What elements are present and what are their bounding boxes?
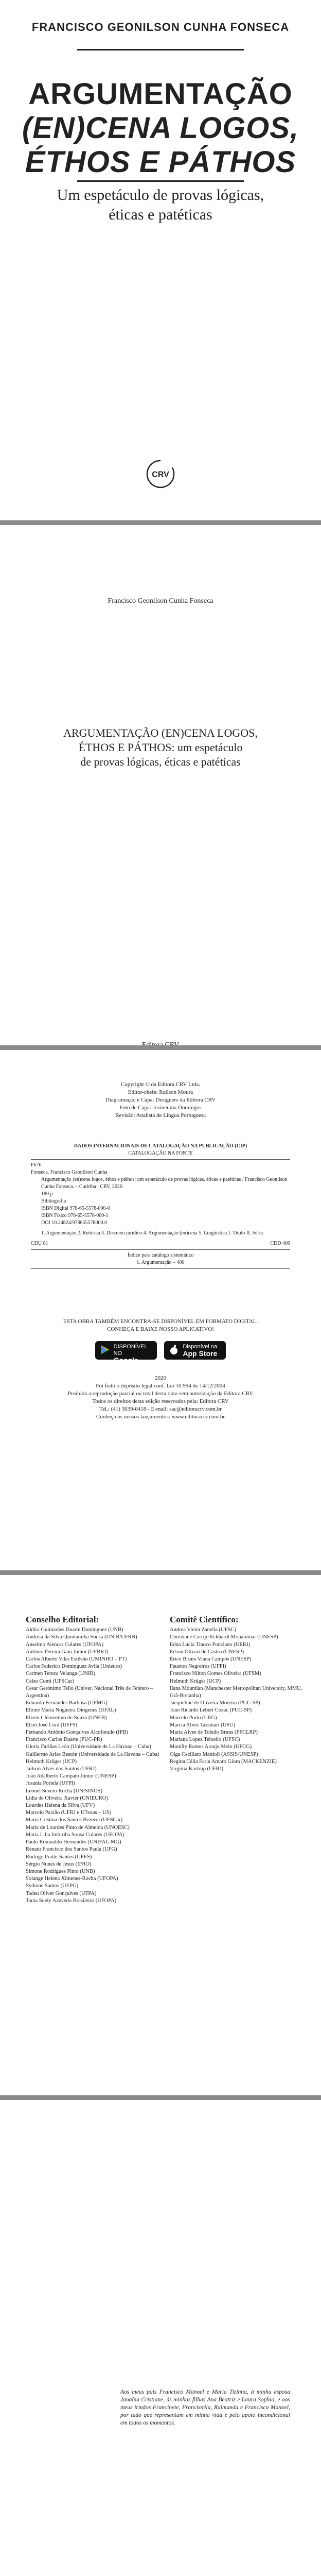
digital-availability-note: ESTA OBRA TAMBÉM ENCONTRA-SE DISPONÍVEL EM FORMATO DIGITAL. <box>63 1318 258 1325</box>
catalog-doi: DOI 10.24824/978655578000.0 <box>41 1220 108 1226</box>
credits-page <box>0 1050 321 1570</box>
page-separator <box>0 1570 321 1575</box>
editorial-member: Fernando Antônio Gonçalves Alcoforado (IPB) <box>26 1730 128 1736</box>
legal-contact: Tel.: (41) 3039-6418 - E-mail: sac@editoracrv.com.br <box>99 1406 222 1412</box>
catalog-index-item: 1. Argumentação – 400 <box>136 1260 185 1265</box>
catalog-title-entry: Argumentação (en)cena logos, éthos e páthos: um espetáculo de provas lógicas, éticas e patéticas / Francisco Geonilson Cunha Fonseca. – Curitiba : CRV, 2020. <box>41 1177 288 1190</box>
catalog-subjects: 1. Argumentação 2. Retórica 3. Discurso jurídico 4. Argumentação (en)cena 5. Lingüística I. Título II. Série. <box>41 1230 264 1236</box>
scientific-member: Andrea Vieira Zanella (UFSC) <box>170 1627 236 1633</box>
scientific-member: Mariana Lopez Teixeira (UFSC) <box>170 1737 240 1743</box>
store-buttons <box>0 1341 321 1371</box>
cover-subtitle-line-1: Um espetáculo de provas lógicas, <box>57 187 264 204</box>
scientific-member: Helmuth Krüger (UCP) <box>170 1678 221 1684</box>
scientific-member: Christiane Carrijo Eckhardt Mouammar (UNESP) <box>170 1634 278 1640</box>
editorial-member: Josania Portela (UFPI) <box>26 1781 75 1787</box>
legal-reproduction: Proibida a reprodução parcial ou total desta obra sem autorização da Editora CRV <box>67 1391 254 1397</box>
editorial-member: Cesar Gerónimo Tello (Univer. Nacional Três de Febrero – Argentina) <box>26 1685 153 1699</box>
legal-block <box>0 1375 321 1421</box>
editorial-member: Maria Lília Imbiriba Sousa Colares (UFOPA) <box>26 1832 124 1838</box>
title-page-title-line-2: ÉTHOS E PÁTHOS: um espetáculo <box>78 741 243 754</box>
dedication-text: Aos meus pais Francisco Manoel e Maria Tizinha, à minha esposa Janaína Cristiane, às minhas filhas Ana Beatriz e Laura Sophia, e aos meus irmãos Francinete, Francisnéia, Raimunda e Francisco Manoel, por tudo que representam em minha vida e pelo apoio incondicional em todos os momentos. <box>120 2389 290 2426</box>
scientific-committee-list <box>170 1626 309 1773</box>
cover-title-line-3: ÉTHOS E PÁTHOS <box>25 145 296 179</box>
editorial-member: Maria Cristina dos Santos Bezerra (UFSCar) <box>26 1817 123 1823</box>
cover-rule-top <box>77 49 244 50</box>
copyright-line: Copyright © da Editora CRV Ltda. <box>121 1081 200 1088</box>
editorial-member: Carlos Federico Dominguez Avila (Unieuro) <box>26 1664 122 1670</box>
editorial-member: João Adalberto Campato Junior (UNESP) <box>26 1773 116 1780</box>
editorial-member: Lídia de Oliveira Xavier (UNIEURO) <box>26 1795 108 1801</box>
editorial-member: Rodrigo Pratte-Santos (UFES) <box>26 1854 92 1860</box>
scientific-member: Virgínia Kastrup (UFRJ) <box>170 1766 224 1772</box>
title-page-title <box>0 726 321 769</box>
title-page-author: Francisco Geonilson Cunha Fonseca <box>108 597 213 605</box>
title-page-title-line-3: de provas lógicas, éticas e patéticas <box>80 755 241 768</box>
catalog-author: Fonseca, Francisco Geonilson Cunha <box>31 1170 108 1175</box>
scientific-member: Ilana Mountian (Manchester Metropolitan University, MMU, Grã-Bretanha) <box>170 1685 302 1699</box>
cover-title <box>0 77 321 179</box>
google-play-icon <box>99 1344 111 1355</box>
editorial-member: Simone Rodrigues Pinto (UNB) <box>26 1868 95 1874</box>
scientific-member: Maria Alves de Toledo Bruns (FFCLRP) <box>170 1730 258 1736</box>
catalog-title: DADOS INTERNACIONAIS DE CATALOGAÇÃO NA PUBLICAÇÃO (CIP) <box>74 1143 247 1149</box>
catalog-bibliography: Bibliografia <box>41 1198 66 1204</box>
catalog-cdu: CDU 81 <box>31 1241 48 1246</box>
app-store-small-label: Disponível na <box>183 1344 218 1350</box>
digital-note <box>0 1318 321 1333</box>
editorial-member: Tadeu Oliver Gonçalves (UFPA) <box>26 1890 97 1896</box>
scientific-member: Edson Olivari de Castro (UNESP) <box>170 1649 244 1655</box>
editorial-council-list <box>26 1626 165 1905</box>
scientific-member: Monilly Ramos Araujo Melo (UFCG) <box>170 1744 252 1750</box>
app-store-button[interactable] <box>164 1341 226 1360</box>
editorial-member: Jailson Alves dos Santos (UFRJ) <box>26 1766 97 1772</box>
page-separator <box>0 520 321 525</box>
editorial-member: Carlos Alberto Vilar Estêvão (UMINHO – PT) <box>26 1656 127 1663</box>
editorial-member: Maria de Lourdes Pinto de Almeida (UNOESC) <box>26 1824 130 1831</box>
editorial-member: Andréia da Silva Quintanilha Sousa (UNIR/UFRN) <box>26 1634 137 1640</box>
editorial-member: Helmuth Krüger (UCP) <box>26 1758 77 1765</box>
title-page-title-line-1: ARGUMENTAÇÃO (EN)CENA LOGOS, <box>63 726 258 739</box>
credits-block <box>0 1081 321 1120</box>
cover-subtitle-line-2: éticas e patéticas <box>109 206 212 223</box>
editorial-member: Guillermo Arias Beatón (Universidade de La Havana – Cuba) <box>26 1751 159 1757</box>
catalog-record <box>31 1143 290 1271</box>
editorial-member: Carmen Tereza Velanga (UNIR) <box>26 1671 96 1677</box>
legal-deposit: Foi feito o depósito legal conf. Lei 10.994 de 14/12/2004 <box>96 1383 225 1389</box>
catalog-isbn-print: ISBN Físico 978-65-5578-000-1 <box>41 1213 109 1218</box>
editorial-member: Elione Maria Nogueira Diogenes (UFAL) <box>26 1707 116 1714</box>
council-page <box>0 1575 321 2095</box>
editorial-member: Tania Suely Azevedo Brasileiro (UFOPA) <box>26 1897 117 1904</box>
catalog-rule <box>31 1249 290 1250</box>
publisher-logo-text: CRV <box>152 470 169 479</box>
editorial-member: Leonel Severo Rocha (UNISINOS) <box>26 1788 103 1794</box>
app-download-note: CONHEÇA E BAIXE NOSSO APLICATIVO! <box>107 1326 214 1332</box>
editorial-member: Elizeu Clementino de Souza (UNEB) <box>26 1715 107 1721</box>
editorial-member: Celso Conti (UFSCar) <box>26 1678 74 1684</box>
legal-year: 2020 <box>155 1375 166 1381</box>
catalog-cutter: F676 <box>31 1162 42 1168</box>
scientific-member: Érico Bruno Viana Campos (UNESP) <box>170 1656 252 1663</box>
cover-photo-line: Foto de Capa: Josineuma Domingos <box>119 1105 202 1111</box>
catalog-index-title: Índice para catálogo sistemático <box>127 1252 194 1258</box>
catalog-isbn-digital: ISBN Digital 978-65-5578-000-0 <box>41 1206 110 1211</box>
editorial-member: Aldira Guimarães Duarte Domínguez (UNB) <box>26 1627 123 1633</box>
google-play-small-label: DISPONÍVEL NO <box>113 1344 148 1357</box>
legal-website: Conheça os nossos lançamentos: www.editoracrv.com.br <box>96 1414 225 1420</box>
editorial-member: Sérgio Nunes de Jesus (IFRO) <box>26 1861 92 1867</box>
cover-author: FRANCISCO GEONILSON CUNHA FONSECA <box>31 21 290 33</box>
cover-title-line-1: ARGUMENTAÇÃO <box>28 77 293 111</box>
google-play-label: Google Play <box>113 1356 138 1371</box>
review-line: Revisão: Analista de Língua Portuguesa <box>115 1112 206 1118</box>
editorial-member: Élsio José Corá (UFFS) <box>26 1722 78 1728</box>
editor-line: Editor-chefe: Railson Moura <box>128 1089 193 1095</box>
cover-subtitle <box>0 185 321 225</box>
legal-rights: Todos os direitos desta edição reservados pela: Editora CRV <box>92 1398 229 1404</box>
google-play-button[interactable] <box>95 1341 157 1371</box>
dedication-page <box>0 2100 321 2576</box>
editorial-member: Paulo Romualdo Hernandes (UNIFAL-MG) <box>26 1839 121 1845</box>
editorial-member: Sydione Santos (UEPG) <box>26 1883 79 1889</box>
editorial-member: Eduardo Fernandes Barbosa (UFMG) <box>26 1700 108 1706</box>
app-store-label: App Store <box>183 1349 218 1358</box>
scientific-member: Fauston Negreiros (UFPI) <box>170 1664 226 1670</box>
editorial-member: Anselmo Alencar Colares (UFOPA) <box>26 1641 103 1648</box>
catalog-rule <box>31 1159 290 1160</box>
scientific-member: Regina Célia Faria Amaro Giora (MACKENZIE) <box>170 1758 277 1765</box>
editorial-member: Antônio Pereira Gaio Júnior (UFRRJ) <box>26 1649 108 1655</box>
scientific-member: Marcia Alves Tassinari (USU) <box>170 1722 236 1728</box>
scientific-committee-title: Comitê Científico: <box>170 1615 239 1624</box>
catalog-subtitle: CATALOGAÇÃO NA FONTE <box>128 1150 193 1156</box>
scientific-member: Jacqueline de Oliveira Moreira (PUC-SP) <box>170 1700 260 1706</box>
editorial-council-title: Conselho Editorial: <box>26 1615 99 1624</box>
editorial-member: Gloria Fariñas León (Universidade de La Havana – Cuba) <box>26 1744 151 1750</box>
catalog-classification <box>31 1240 290 1247</box>
catalog-pages: 180 p. <box>41 1191 54 1197</box>
cover-page <box>0 0 321 520</box>
catalog-rule <box>31 1268 290 1269</box>
scientific-member: Edna Lúcia Tinoco Ponciano (UERJ) <box>170 1641 251 1648</box>
editorial-council <box>26 1616 165 1905</box>
catalog-cdd: CDD 400 <box>270 1241 290 1246</box>
cover-rule-bottom <box>77 180 244 182</box>
design-line: Diagramação e Capa: Designers da Editora CRV <box>105 1097 216 1103</box>
editorial-member: Solange Helena Ximenes-Rocha (UFOPA) <box>26 1876 118 1882</box>
apple-icon <box>168 1344 180 1355</box>
title-page <box>0 525 321 1045</box>
publisher-logo-icon <box>145 459 176 489</box>
scientific-member: Marcelo Porto (UEG) <box>170 1715 217 1721</box>
editorial-member: Marcelo Paixão (UFRJ e UTexas – US) <box>26 1810 112 1816</box>
page-separator <box>0 2095 321 2100</box>
scientific-committee <box>170 1616 309 1773</box>
scientific-member: Francisco Nilton Gomes Oliveira (UFSM) <box>170 1671 261 1677</box>
editorial-member: Francisco Carlos Duarte (PUC-PR) <box>26 1737 102 1743</box>
editorial-member: Lourdes Helena da Silva (UFV) <box>26 1803 95 1809</box>
scientific-member: João Ricardo Lebert Cozac (PUC-SP) <box>170 1707 252 1714</box>
scientific-member: Olga Ceciliato Mattioli (ASSIS/UNESP) <box>170 1751 258 1757</box>
editorial-member: Renato Francisco dos Santos Paula (UFG) <box>26 1846 117 1853</box>
cover-title-line-2: (EN)CENA LOGOS, <box>22 111 299 145</box>
page-separator <box>0 1045 321 1050</box>
